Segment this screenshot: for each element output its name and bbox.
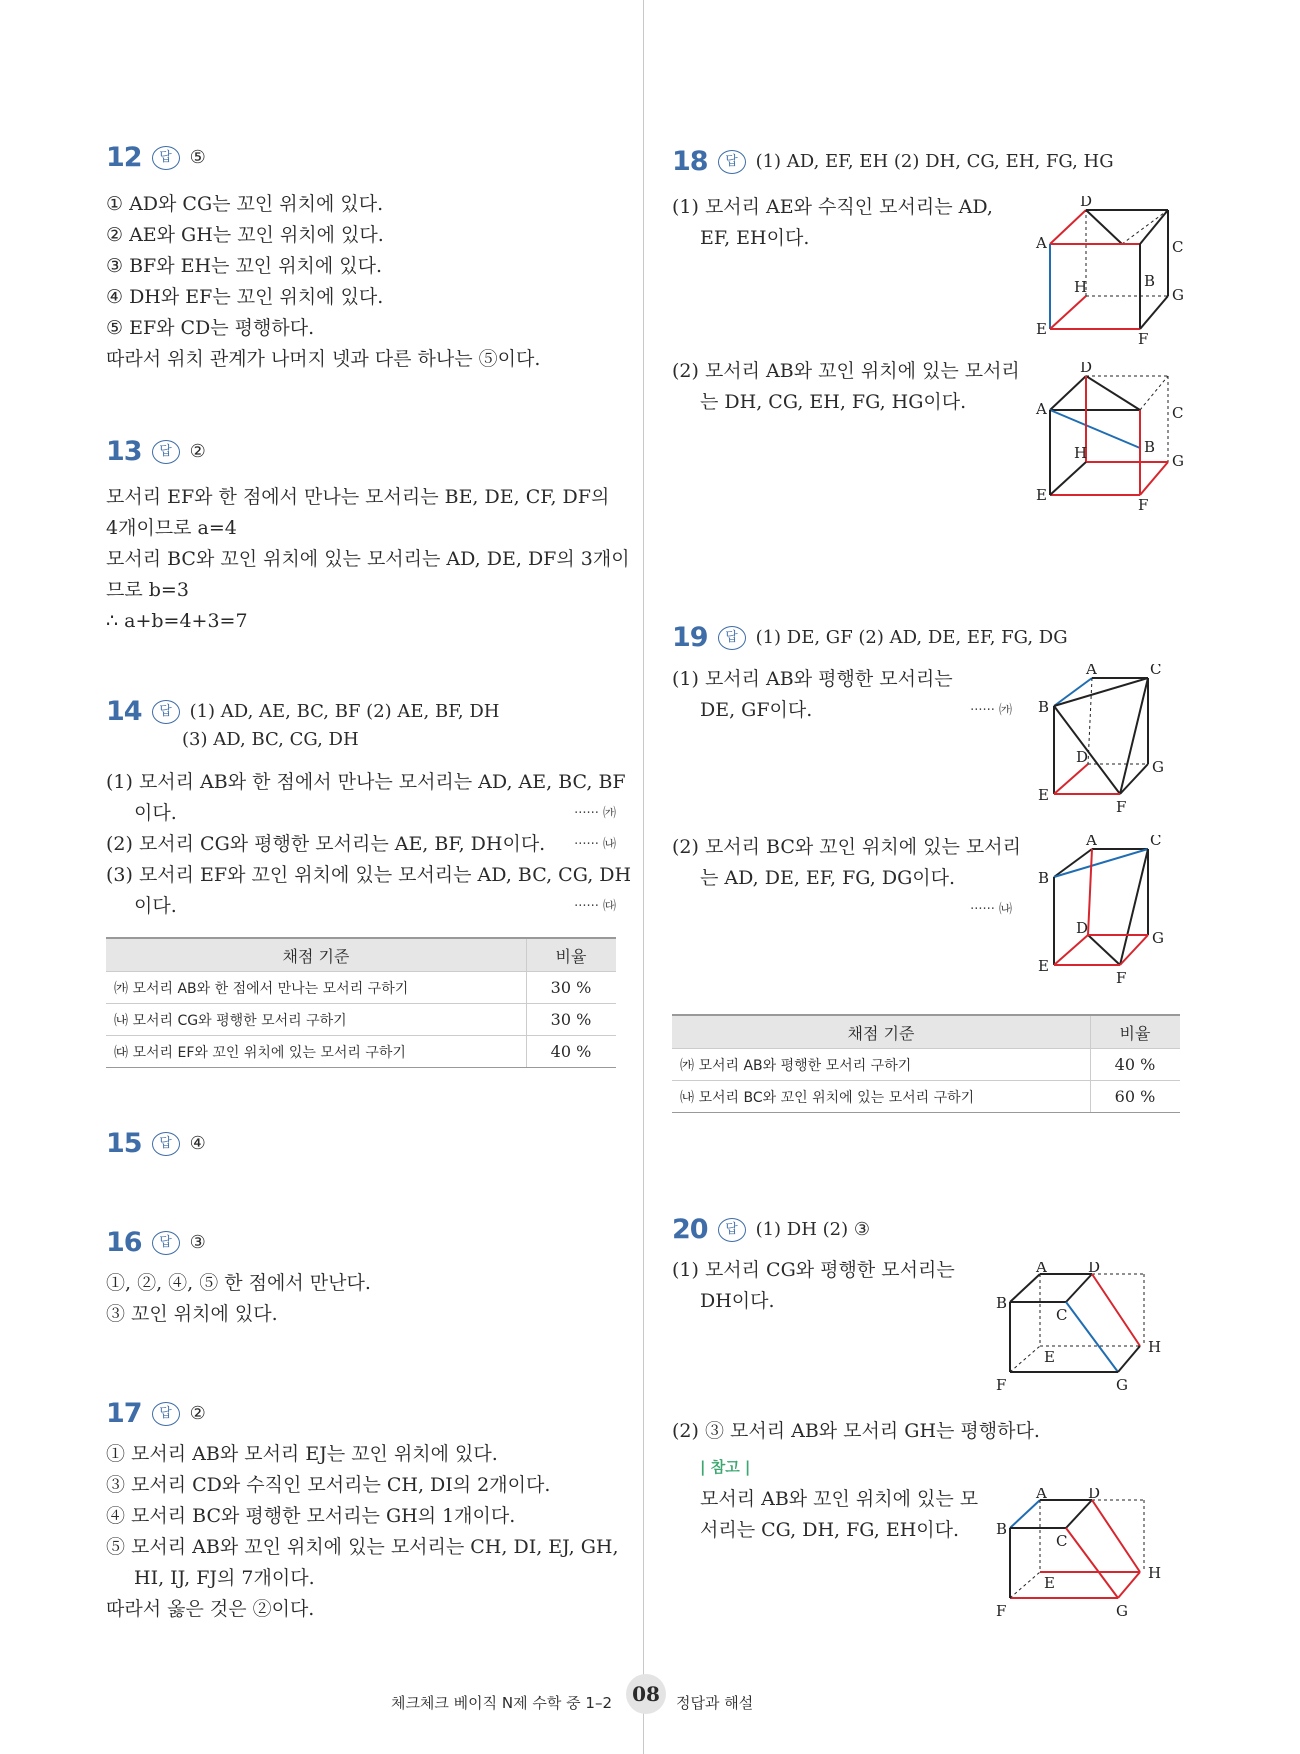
q14-number: 14 [106,696,142,727]
q16-answer: ③ [189,1232,206,1253]
table-row [106,972,616,1004]
vertex-label: A [1086,664,1097,678]
q18-header [672,146,1114,177]
q13-line: 모서리 EF와 한 점에서 만나는 모서리는 BE, DE, CF, DF의 [106,486,610,508]
vertex-label: F [1138,496,1149,512]
q20-line: DH이다. [700,1290,775,1312]
q16-line: ①, ②, ④, ⑤ 한 점에서 만난다. [106,1272,371,1294]
q16-line: ③ 꼬인 위치에 있다. [106,1303,278,1325]
q13-header [106,436,206,467]
q18-number: 18 [672,146,708,177]
column-divider [643,0,644,1754]
q19-grading-table [672,1014,1180,1113]
q19-line [672,695,1012,726]
q19-line: (1) 모서리 AB와 평행한 모서리는 [672,668,953,690]
q13-line: 모서리 BC와 꼬인 위치에 있는 모서리는 AD, DE, DF의 3개이 [106,548,630,570]
q16-body [106,1268,371,1330]
vertex-label: B [996,1294,1008,1312]
q13-line: 므로 b=3 [106,579,189,601]
table-cell: 60 % [1091,1081,1181,1113]
vertex-label: A [1036,234,1047,252]
q17-line: HI, IJ, FJ의 7개이다. [134,1567,315,1589]
vertex-label: D [1088,1262,1101,1276]
q18-line: EF, EH이다. [700,227,810,249]
vertex-label: D [1088,1488,1101,1502]
vertex-label: C [1172,404,1184,422]
vertex-label: C [1056,1532,1068,1550]
q19-part2 [672,832,1021,917]
q17-header [106,1398,206,1429]
vertex-label: A [1036,1488,1047,1502]
answer-badge: 답 [718,150,746,174]
table-cell: ㈏ 모서리 CG와 평행한 모서리 구하기 [106,1004,527,1036]
answer-badge: 답 [718,626,746,650]
answer-badge: 답 [152,146,180,170]
q14-answer: (1) AD, AE, BC, BF (2) AE, BF, DH [189,701,500,722]
vertex-label: B [996,1520,1008,1538]
answer-badge: 답 [152,440,180,464]
q12-body [106,189,540,375]
vertex-label: G [1116,1602,1128,1620]
q13-body [106,482,630,637]
q17-answer: ② [189,1403,206,1424]
q18-cube-figure-1 [1032,196,1192,346]
q14-line [106,829,616,860]
q14-grading-table [106,937,616,1068]
q14-line-text: (2) 모서리 CG와 평행한 모서리는 AE, BF, DH이다. [106,833,546,855]
answer-badge: 답 [718,1218,746,1242]
q19-part1 [672,664,1012,726]
q15-header [106,1128,206,1159]
vertex-label: A [1086,835,1097,849]
vertex-label: D [1080,362,1093,376]
table-header: 채점 기준 [672,1015,1091,1049]
table-row [106,1004,616,1036]
q12-line: ③ BF와 EH는 꼬인 위치에 있다. [106,255,383,277]
vertex-label: E [1038,957,1049,975]
table-row [106,1036,616,1068]
q18-answer: (1) AD, EF, EH (2) DH, CG, EH, FG, HG [755,151,1114,172]
table-header: 채점 기준 [106,938,527,972]
q15-number: 15 [106,1128,142,1159]
q19-answer: (1) DE, GF (2) AD, DE, EF, FG, DG [755,627,1068,648]
vertex-label: H [1148,1338,1162,1356]
q19-prism-figure-2 [1032,835,1192,993]
q17-line: ③ 모서리 CD와 수직인 모서리는 CH, DI의 2개이다. [106,1474,551,1496]
vertex-label: G [1152,758,1164,776]
answer-badge: 답 [152,1132,180,1156]
q20-header [672,1214,870,1245]
table-row [672,1049,1180,1081]
q18-part1 [672,192,993,254]
vertex-label: F [996,1602,1007,1620]
table-header: 비율 [527,938,617,972]
q13-line: ∴ a+b=4+3=7 [106,610,248,632]
q14-line [106,798,616,829]
table-cell: 30 % [527,1004,617,1036]
q14-line [106,891,616,922]
q19-line-text: DE, GF이다. [700,699,813,721]
vertex-label: F [996,1376,1007,1394]
q18-line: (2) 모서리 AB와 꼬인 위치에 있는 모서리 [672,360,1020,382]
table-cell: 40 % [1091,1049,1181,1081]
q20-reference-label: | 참고 | [700,1458,751,1476]
q18-line: (1) 모서리 AE와 수직인 모서리는 AD, [672,196,993,218]
vertex-label: F [1138,330,1149,346]
q13-line: 4개이므로 a=4 [106,517,237,539]
vertex-label: G [1116,1376,1128,1394]
vertex-label: B [1038,869,1050,887]
q20-part1 [672,1255,955,1317]
q19-mark: ······ ㈏ [970,902,1012,917]
q20-part2: (2) ③ 모서리 AB와 모서리 GH는 평행하다. [672,1420,1040,1442]
vertex-label: G [1152,929,1164,947]
q17-line: ④ 모서리 BC와 평행한 모서리는 GH의 1개이다. [106,1505,516,1527]
q20-answer: (1) DH (2) ③ [755,1219,871,1240]
q20-ref-line: 모서리 AB와 꼬인 위치에 있는 모 [700,1488,979,1510]
q15-answer: ④ [189,1133,206,1154]
q17-line: ⑤ 모서리 AB와 꼬인 위치에 있는 모서리는 CH, DI, EJ, GH, [106,1536,619,1558]
vertex-label: D [1076,919,1089,937]
q17-body [106,1439,619,1625]
vertex-label: A [1036,1262,1047,1276]
footer-book-title: 체크체크 베이직 N제 수학 중 1–2 [390,1694,612,1712]
q14-mark: ······ ㈏ [574,837,616,852]
vertex-label: A [1036,400,1047,418]
q19-line: 는 AD, DE, EF, FG, DG이다. [700,867,956,889]
q20-reference [700,1484,978,1546]
q13-answer: ② [189,441,206,462]
vertex-label: C [1056,1306,1068,1324]
vertex-label: G [1172,452,1184,470]
vertex-label: F [1116,798,1127,816]
vertex-label: G [1172,286,1184,304]
q19-line: (2) 모서리 BC와 꼬인 위치에 있는 모서리 [672,836,1021,858]
q14-answer-cont: (3) AD, BC, CG, DH [182,729,359,750]
vertex-label: B [1144,272,1156,290]
vertex-label: C [1150,835,1162,849]
q20-line: (1) 모서리 CG와 평행한 모서리는 [672,1259,955,1281]
table-cell: 40 % [527,1036,617,1068]
q20-solid-figure-1 [992,1262,1192,1400]
q16-header [106,1227,206,1258]
page-number: 08 [626,1674,666,1714]
q14-body [106,767,632,922]
vertex-label: C [1172,238,1184,256]
q14-mark: ······ ㈐ [574,899,616,914]
q13-number: 13 [106,436,142,467]
q17-line: ① 모서리 AB와 모서리 EJ는 꼬인 위치에 있다. [106,1443,498,1465]
q17-line: 따라서 옳은 것은 ②이다. [106,1598,315,1620]
q20-ref-line: 서리는 CG, DH, FG, EH이다. [700,1519,960,1541]
q12-header [106,142,206,173]
vertex-label: H [1074,444,1088,462]
q18-cube-figure-2 [1032,362,1192,512]
q14-line-text: 이다. [134,802,177,824]
q16-number: 16 [106,1227,142,1258]
table-cell: ㈎ 모서리 AB와 평행한 모서리 구하기 [672,1049,1091,1081]
footer-section: 정답과 해설 [676,1694,754,1712]
q14-line: (1) 모서리 AB와 한 점에서 만나는 모서리는 AD, AE, BC, BF [106,771,626,793]
vertex-label: E [1036,320,1047,338]
q12-answer: ⑤ [189,147,206,168]
q17-number: 17 [106,1398,142,1429]
table-cell: ㈎ 모서리 AB와 한 점에서 만나는 모서리 구하기 [106,972,527,1004]
vertex-label: D [1076,748,1089,766]
q19-mark: ······ ㈎ [970,703,1012,718]
q14-mark: ······ ㈎ [574,806,616,821]
vertex-label: D [1080,196,1093,210]
vertex-label: F [1116,969,1127,987]
vertex-label: B [1038,698,1050,716]
vertex-label: C [1150,664,1162,678]
q12-line: ② AE와 GH는 꼬인 위치에 있다. [106,224,384,246]
vertex-label: E [1044,1574,1055,1592]
q19-header [672,622,1068,653]
q12-line: 따라서 위치 관계가 나머지 넷과 다른 하나는 ⑤이다. [106,348,541,370]
answer-badge: 답 [152,700,180,724]
q14-line-text: 이다. [134,895,177,917]
q12-number: 12 [106,142,142,173]
q12-line: ⑤ EF와 CD는 평행하다. [106,317,315,339]
vertex-label: B [1144,438,1156,456]
vertex-label: H [1148,1564,1162,1582]
q20-number: 20 [672,1214,708,1245]
q12-line: ① AD와 CG는 꼬인 위치에 있다. [106,193,384,215]
table-row [672,1081,1180,1113]
q19-number: 19 [672,622,708,653]
q14-header [106,696,499,727]
table-cell: ㈏ 모서리 BC와 꼬인 위치에 있는 모서리 구하기 [672,1081,1091,1113]
q14-line: (3) 모서리 EF와 꼬인 위치에 있는 모서리는 AD, BC, CG, DH [106,864,632,886]
q20-solid-figure-2 [992,1488,1192,1626]
table-cell: 30 % [527,972,617,1004]
vertex-label: H [1074,278,1088,296]
vertex-label: E [1036,486,1047,504]
vertex-label: E [1038,786,1049,804]
q19-prism-figure-1 [1032,664,1192,822]
q18-part2 [672,356,1020,418]
answer-badge: 답 [152,1402,180,1426]
table-cell: ㈐ 모서리 EF와 꼬인 위치에 있는 모서리 구하기 [106,1036,527,1068]
table-header: 비율 [1091,1015,1181,1049]
q12-line: ④ DH와 EF는 꼬인 위치에 있다. [106,286,384,308]
answer-badge: 답 [152,1231,180,1255]
q18-line: 는 DH, CG, EH, FG, HG이다. [700,391,967,413]
vertex-label: E [1044,1348,1055,1366]
